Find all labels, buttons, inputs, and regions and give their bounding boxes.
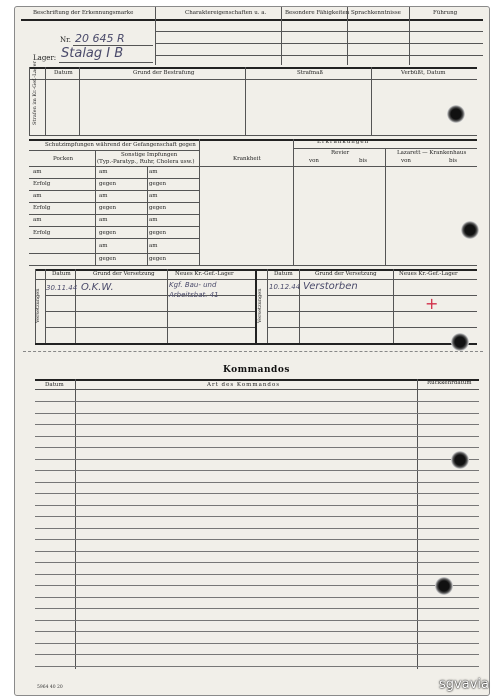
impf-am: am — [149, 169, 158, 175]
impf-div — [95, 150, 96, 265]
kommandos-ruled-line — [35, 551, 479, 552]
header-fuehrung: Führung — [433, 10, 458, 16]
kommandos-ruled-line — [35, 505, 479, 506]
erkr-revier: Revier — [331, 150, 350, 156]
header-top-rule — [21, 19, 483, 21]
impf-am: am — [99, 243, 108, 249]
kommandos-ruled-line — [35, 459, 479, 460]
kommandos-ruled-line — [35, 666, 479, 667]
impf-row-rule — [29, 253, 199, 254]
kommandos-title: Kommandos — [223, 365, 290, 375]
header-charakter: Charaktereigenschaften u. a. — [185, 10, 267, 16]
punch-hole — [451, 451, 469, 469]
kommandos-ruled-line — [35, 643, 479, 644]
vers-date-entry-right: 10.12.44 — [269, 283, 301, 291]
header-divider — [409, 7, 410, 65]
kommandos-ruled-line — [35, 608, 479, 609]
vers-datum-left: Datum — [52, 271, 71, 277]
punch-hole — [461, 221, 479, 239]
kommandos-ruled-line — [35, 620, 479, 621]
vers-grund-entry-right: Verstorben — [303, 281, 358, 292]
impf-row-rule — [29, 226, 199, 227]
header-rule — [155, 31, 483, 32]
header-divider — [347, 7, 348, 65]
impf-am: am — [149, 217, 158, 223]
kommandos-ruled-line — [35, 447, 479, 448]
lager-value: Stalag I B — [61, 46, 124, 61]
erkrankungen-heading: Erkrankungen — [317, 139, 370, 145]
impf-am: am — [99, 169, 108, 175]
vers-grund-right: Grund der Versetzung — [315, 271, 377, 277]
print-code: 5964 40 20 — [37, 685, 63, 690]
kommandos-ruled-line — [35, 574, 479, 575]
impf-row-label: Erfolg — [33, 230, 51, 236]
erkr-revier-bis: bis — [359, 158, 368, 164]
kommandos-art: Art des Kommandos — [207, 382, 281, 388]
header-divider — [281, 7, 282, 65]
kommandos-ruled-line — [35, 585, 479, 586]
vers-row-rule — [45, 295, 255, 296]
strafen-div — [371, 67, 372, 135]
impf-gegen: gegen — [149, 205, 167, 211]
erkr-lazarett-bis: bis — [449, 158, 458, 164]
kommandos-ruled-line — [35, 539, 479, 540]
watermark: sgvavia — [439, 677, 489, 692]
impf-am: am — [149, 193, 158, 199]
impf-row-rule — [29, 202, 199, 203]
kommandos-rueckkehr: Rückkehrdatum — [427, 380, 472, 386]
erkr-lazarett: Lazarett — Krankenhaus — [397, 150, 467, 156]
vers-row-rule — [267, 311, 477, 312]
vers-div — [45, 269, 46, 343]
impf-pocken: Pocken — [53, 156, 73, 162]
vers-side-label-right: Versetzungen — [257, 288, 263, 323]
erkr-revier-von: von — [309, 158, 319, 164]
impf-row-rule — [29, 214, 199, 215]
punch-hole — [447, 105, 465, 123]
kommandos-div — [417, 379, 418, 669]
strafen-bottom — [29, 135, 477, 136]
vers-neues-left: Neues Kr.-Gef.-Lager — [175, 271, 234, 277]
erkr-krankheit: Krankheit — [233, 156, 261, 162]
nr-value: 20 645 R — [75, 32, 125, 45]
vers-grund-left: Grund der Versetzung — [93, 271, 155, 277]
vers-div — [267, 269, 268, 343]
impf-erkr-divider — [199, 139, 200, 265]
kommandos-ruled-line — [35, 597, 479, 598]
fold-line — [23, 351, 483, 352]
kommandos-head-rule — [35, 389, 479, 390]
impf-top — [29, 139, 477, 141]
impf-gegen: gegen — [149, 230, 167, 236]
impf-row-rule — [29, 190, 199, 191]
impf-inner-div — [147, 166, 148, 265]
vers-datum-right: Datum — [274, 271, 293, 277]
impf-gegen: gegen — [99, 205, 117, 211]
strafen-datum: Datum — [54, 70, 73, 76]
impf-row-label: am — [33, 169, 42, 175]
vers-neues-entry-left-1: Kgf. Bau- und — [169, 281, 217, 289]
kommandos-ruled-line — [35, 562, 479, 563]
strafen-div — [245, 67, 246, 135]
kommandos-top — [35, 379, 479, 381]
impf-row-rule — [29, 178, 199, 179]
strafen-head-rule — [29, 79, 477, 80]
impf-sonstige-2: (Typ.-Paratyp., Ruhr, Cholera usw.) — [97, 159, 195, 165]
kommandos-ruled-line — [35, 436, 479, 437]
impf-row-rule — [29, 238, 199, 239]
red-cross-mark: + — [425, 294, 439, 313]
document-sheet — [14, 6, 490, 696]
impf-heading: Schutzimpfungen während der Gefangenschaft gegen — [45, 142, 196, 148]
vers-row-rule — [45, 327, 255, 328]
vers-side-label-left: Versetzungen — [35, 288, 41, 323]
vers-div — [299, 269, 300, 343]
vers-bottom — [35, 343, 477, 345]
vers-row-rule — [267, 295, 477, 296]
header-divider — [155, 7, 156, 65]
header-rule — [155, 43, 483, 44]
strafen-div — [79, 67, 80, 135]
impf-head-bottom — [29, 166, 477, 167]
lager-label: Lager: — [33, 54, 57, 62]
impf-row-label: Erfolg — [33, 205, 51, 211]
vers-row-rule — [45, 311, 255, 312]
kommandos-ruled-line — [35, 654, 479, 655]
kommandos-ruled-line — [35, 493, 479, 494]
header-erkennungsmarke: Beschriftung der Erkennungsmarke — [33, 10, 134, 16]
punch-hole — [435, 577, 453, 595]
kommandos-div — [75, 379, 76, 669]
impf-rule — [29, 150, 199, 151]
kommandos-ruled-line — [35, 413, 479, 414]
vers-date-entry-left: 30.11.44 — [46, 284, 78, 292]
impf-am: am — [99, 217, 108, 223]
impf-gegen: gegen — [99, 256, 117, 262]
kommandos-ruled-line — [35, 528, 479, 529]
impf-row-label: am — [33, 217, 42, 223]
impf-gegen: gegen — [149, 256, 167, 262]
vers-neues-right: Neues Kr.-Gef.-Lager — [399, 271, 458, 277]
strafen-verbuesst: Verbüßt, Datum — [401, 70, 446, 76]
strafen-grund: Grund der Bestrafung — [133, 70, 195, 76]
impf-gegen: gegen — [99, 181, 117, 187]
strafen-side-label: Strafen im Kr.-Gef.-Lager — [32, 61, 38, 125]
punch-hole — [451, 333, 469, 351]
impf-gegen: gegen — [149, 181, 167, 187]
kommandos-ruled-line — [35, 482, 479, 483]
impf-gegen: gegen — [99, 230, 117, 236]
impf-bottom — [29, 265, 477, 266]
erkr-div — [293, 139, 294, 265]
lager-rule — [59, 62, 153, 63]
impf-row-label: Erfolg — [33, 181, 51, 187]
impf-sonstige-1: Sonstige Impfungen — [121, 152, 178, 158]
erkr-lazarett-von: von — [401, 158, 411, 164]
vers-neues-entry-left-2: Arbeitsbat. 41 — [169, 291, 219, 299]
header-sprachkenntnisse: Sprachkenntnisse — [351, 10, 401, 16]
vers-div — [75, 269, 76, 343]
vers-div — [393, 269, 394, 343]
strafen-left — [29, 67, 30, 135]
impf-row-label: am — [33, 193, 42, 199]
impf-am: am — [99, 193, 108, 199]
kommandos-ruled-line — [35, 470, 479, 471]
kommandos-ruled-line — [35, 401, 479, 402]
strafen-div — [45, 67, 46, 135]
kommandos-datum: Datum — [45, 382, 64, 388]
vers-row-rule — [267, 327, 477, 328]
vers-div — [167, 269, 168, 343]
nr-label: Nr. — [60, 36, 71, 44]
kommandos-ruled-line — [35, 631, 479, 632]
strafen-strafmass: Strafmaß — [297, 70, 324, 76]
impf-am: am — [149, 243, 158, 249]
strafen-top — [29, 67, 477, 69]
vers-grund-entry-left: O.K.W. — [81, 282, 114, 293]
header-faehigkeiten: Besondere Fähigkeiten — [285, 10, 350, 16]
kommandos-ruled-line — [35, 516, 479, 517]
kommandos-ruled-line — [35, 424, 479, 425]
header-rule — [155, 55, 483, 56]
